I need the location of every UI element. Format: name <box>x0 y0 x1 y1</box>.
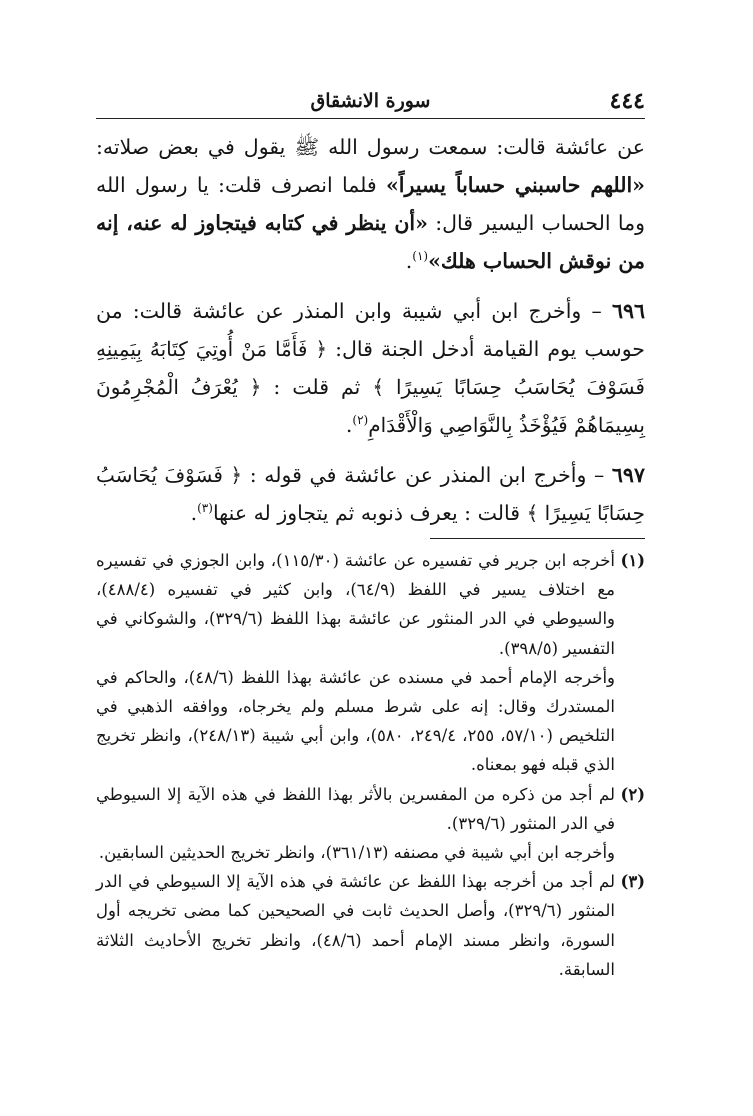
p3-end: . <box>190 501 198 525</box>
page-header <box>96 88 645 119</box>
p1-intro: عن عائشة قالت: سمعت رسول الله ﷺ يقول في بعض صلاته: <box>96 135 645 159</box>
main-text <box>96 128 645 532</box>
paragraph-2 <box>96 292 645 444</box>
footnote-ref-1[interactable]: (١) <box>412 249 429 264</box>
report-number-696: ٦٩٦ <box>611 299 645 323</box>
p2-text-1: – وأخرج ابن أبي شيبة وابن المنذر عن عائشة قالت: من حوسب يوم القيامة أدخل الجنة قال: <box>96 299 645 361</box>
p2-end: . <box>345 413 353 437</box>
footnote-ref-2[interactable]: (٢) <box>352 413 369 428</box>
p3-text-2: قالت : يعرف ذنوبه ثم يتجاوز له عنها <box>212 501 521 525</box>
footnote-number: (٣) <box>620 872 645 892</box>
quran-verse-2: ﴿ يُعْرَفُ الْمُجْرِمُونَ بِسِيمَاهُمْ فَيُؤْخَذُ بِالنَّوَاصِي وَالْأَقْدَامِ <box>96 375 645 437</box>
p1-mid: فلما انصرف قلت: يا رسول الله وما الحساب اليسير قال: <box>96 173 645 235</box>
footnote-3 <box>96 867 645 984</box>
footnote-2 <box>96 780 645 868</box>
footnote-divider <box>430 538 645 539</box>
footnote-ref-3[interactable]: (٣) <box>197 501 213 516</box>
footnote-body <box>96 867 615 984</box>
footnote-1 <box>96 546 645 780</box>
footnote-paragraph: لم أجد من أخرجه بهذا اللفظ عن عائشة في هذه الآية إلا السيوطي في الدر المنثور (٣٢٩/٦)، وأصل الحديث ثابت في الصحيحين كما مضى تخريجه أول السورة، وانظر مسند الإمام أحمد (٤٨/٦)، وانظر تخريج الأحاديث الثلاثة السابقة. <box>96 872 615 979</box>
report-number-697: ٦٩٧ <box>611 463 645 487</box>
footnote-body <box>96 780 615 868</box>
footnote-paragraph: أخرجه ابن جرير في تفسيره عن عائشة (١١٥/٣٠)، وابن الجوزي في تفسيره مع اختلاف يسير في اللفظ (٦٤/٩)، وابن كثير في تفسيره (٤٨٨/٤)، والسيوطي في الدر المنثور عن عائشة بهذا اللفظ (٣٢٩/٦)، والشوكاني في التفسير (٣٩٨/٥). <box>96 551 615 658</box>
p2-text-2: ثم قلت : <box>273 375 361 399</box>
quran-verse-3: ﴿ فَسَوْفَ يُحَاسَبُ حِسَابًا يَسِيرًا ﴾ <box>96 463 645 525</box>
hadith-quote-1: «اللهم حاسبني حساباً يسيراً» <box>385 173 645 197</box>
paragraph-3 <box>96 456 645 532</box>
page-number: ٤٤٤ <box>609 88 645 114</box>
footnotes <box>96 546 645 984</box>
footnote-number: (١) <box>620 551 645 570</box>
hadith-quote-2: «أن ينظر في كتابه فيتجاوز له عنه، إنه من نوقش الحساب هلك» <box>96 211 645 273</box>
footnote-number: (٢) <box>620 784 645 804</box>
footnote-paragraph: وأخرجه ابن أبي شيبة في مصنفه (٣٦١/١٣)، وانظر تخريج الحديثين السابقين. <box>98 843 615 863</box>
p3-text-1: – وأخرج ابن المنذر عن عائشة في قوله : <box>249 463 605 487</box>
surah-title: سورة الانشقاق <box>310 90 431 112</box>
paragraph-1 <box>96 128 645 280</box>
footnote-paragraph: وأخرجه الإمام أحمد في مسنده عن عائشة بهذا اللفظ (٤٨/٦)، والحاكم في المستدرك وقال: إنه على شرط مسلم ولم يخرجاه، ووافقه الذهبي في التلخيص (٥٧/١٠، ٢٥٥، ٢٤٩/٤، ٥٨٠)، وابن أبي شيبة (٢٤٨/١٣)، وانظر تخريج الذي قبله فهو بمعناه. <box>96 667 615 775</box>
p1-end: . <box>405 249 413 273</box>
footnote-body <box>96 546 615 780</box>
quran-verse-1: ﴿ فَأَمَّا مَنْ أُوتِيَ كِتَابَهُ بِيَمِينِهِ فَسَوْفَ يُحَاسَبُ حِسَابًا يَسِيرًا ﴾ <box>96 337 645 399</box>
footnote-paragraph: لم أجد من ذكره من المفسرين بالأثر بهذا اللفظ في هذه الآية إلا السيوطي في الدر المنثور (٣٢٩/٦). <box>96 784 615 833</box>
